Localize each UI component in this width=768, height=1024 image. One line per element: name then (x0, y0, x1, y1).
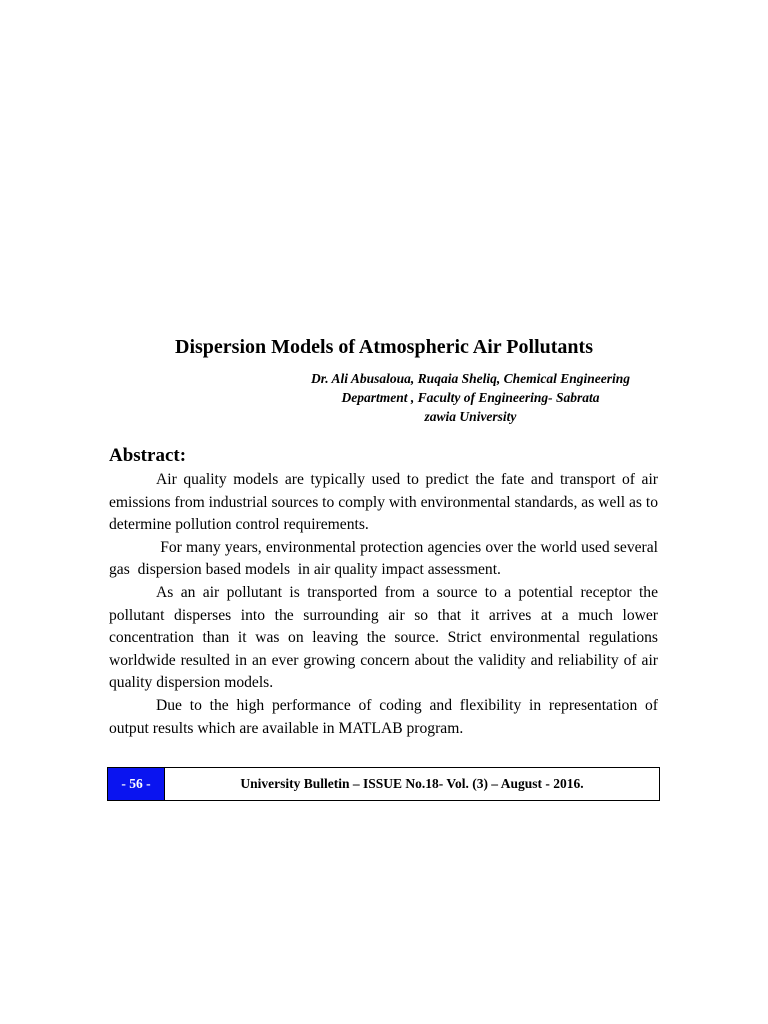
abstract-paragraph: As an air pollutant is transported from a source to a potential receptor the pollutant disperses into the surrounding air so that it arrives at a much lower concentration than it was on leaving the source. Strict environmental regulations worldwide resulted in an ever growing concern about the validity and reliability of air quality dispersion models. (109, 583, 658, 692)
abstract-body (109, 469, 662, 740)
author-line: Department , Faculty of Engineering- Sabrata (341, 390, 600, 405)
journal-citation: University Bulletin – ISSUE No.18- Vol. (3) – August - 2016. (240, 776, 584, 791)
abstract-heading: Abstract: (109, 445, 187, 466)
author-affiliation-block (283, 369, 658, 426)
paper-title: Dispersion Models of Atmospheric Air Pollutants (175, 336, 593, 358)
page-number-badge: - 56 - (108, 768, 165, 800)
abstract-paragraph: Air quality models are typically used to predict the fate and transport of air emissions from industrial sources to comply with environmental standards, as well as to determine pollution control requirements. (109, 471, 658, 534)
page-footer (107, 767, 660, 801)
author-line: Dr. Ali Abusaloua, Ruqaia Sheliq, Chemical Engineering (311, 371, 630, 386)
abstract-paragraph: For many years, environmental protection agencies over the world used several gas dispersion based models in air quality impact assessment. (109, 538, 662, 579)
author-line: zawia University (424, 409, 517, 424)
abstract-paragraph: Due to the high performance of coding and flexibility in representation of output results which are available in MATLAB program. (109, 696, 658, 737)
